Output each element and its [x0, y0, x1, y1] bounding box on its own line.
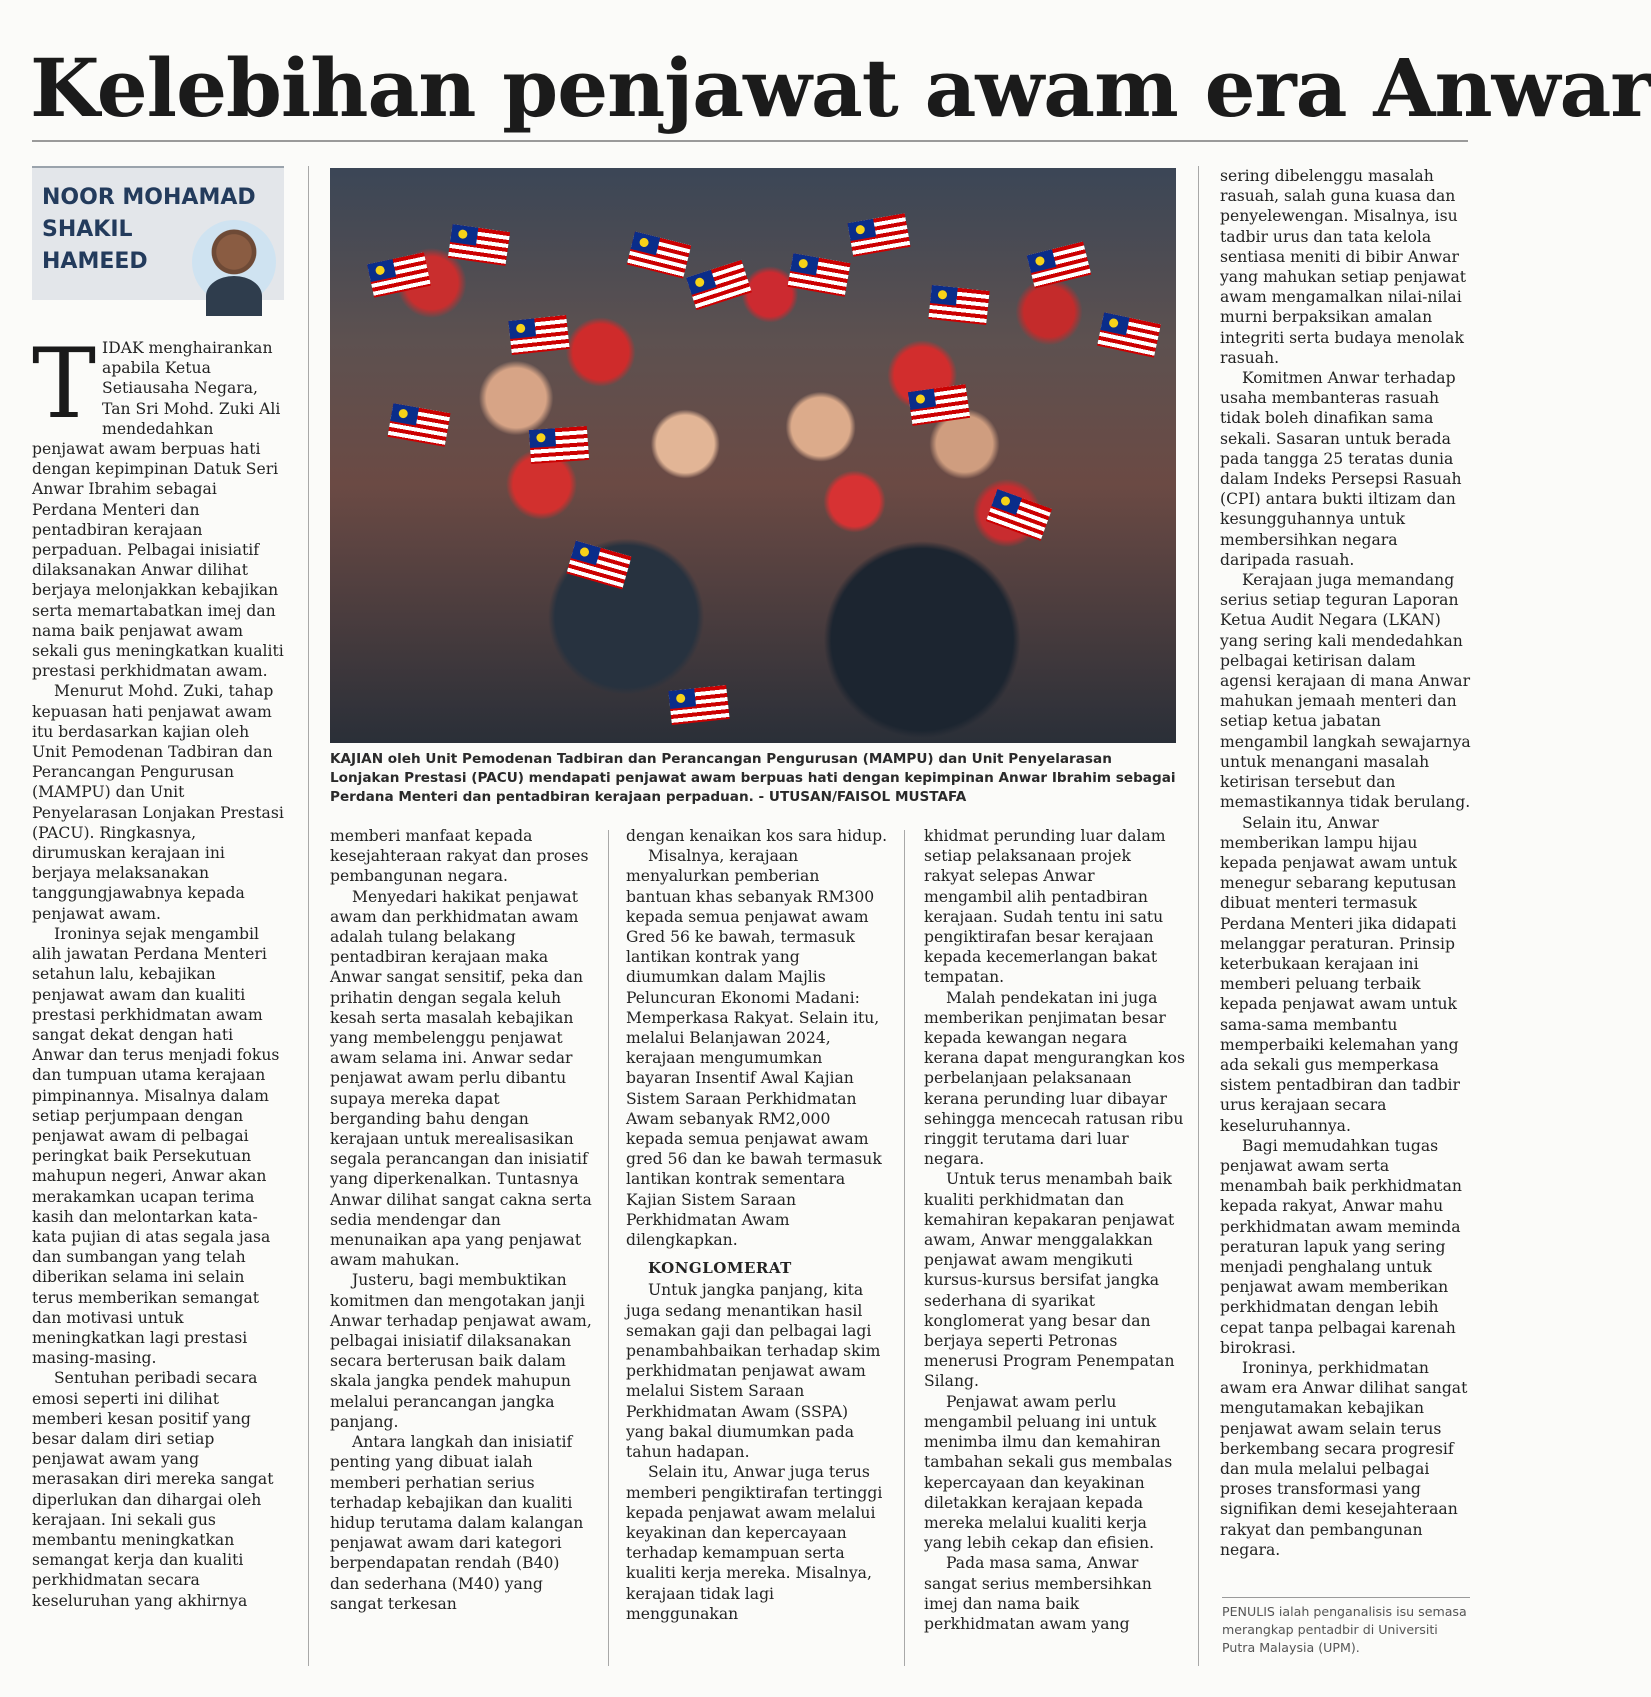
flag-icon — [566, 541, 631, 590]
paragraph: Malah pendekatan ini juga memberikan penjimatan besar kepada kewangan negara kerana dapat mengurangkan kos perbelanjaan pelaksanaan kerana perunding luar dibayar sehingga mencecah ratusan ribu ringgit terutama dari luar negara. — [924, 988, 1185, 1169]
paragraph: Justeru, bagi membuktikan komitmen dan mengotakan janji Anwar terhadap penjawat awam, pelbagai inisiatif dilaksanakan secara berterusan baik dalam skala jangka pendek mahupun melalui perancangan jangka panjang. — [330, 1271, 592, 1431]
paragraph: IDAK menghairankan apabila Ketua Setiausaha Negara, Tan Sri Mohd. Zuki Ali mendedahkan penjawat awam berpuas hati dengan kepimpinan Datuk Seri Anwar Ibrahim sebagai Perdana Menteri dan pentadbiran kerajaan perpaduan. Pelbagai inisiatif dilaksanakan Anwar dilihat berjaya melonjakkan kebajikan serta memartabatkan imej dan nama baik penjawat awam sekali gus meningkatkan kualiti prestasi perkhidmatan awam. — [32, 339, 284, 681]
drop-cap: T — [32, 328, 97, 440]
paragraph: Sentuhan peribadi secara emosi seperti ini dilihat memberi kesan positif yang besar dalam diri setiap penjawat awam yang merasakan diri mereka sangat diperlukan dan dihargai oleh kerajaan. Ini sekali gus membantu meningkatkan semangat kerja dan kualiti perkhidmatan secara keseluruhan yang akhirnya — [32, 1369, 274, 1610]
paragraph: Ironinya, perkhidmatan awam era Anwar dilihat sangat mengutamakan kebajikan penjawat awam selain terus berkembang secara progresif dan mula melalui pelbagai proses transformasi yang signifikan demi kesejahteraan rakyat dan pembangunan negara. — [1220, 1358, 1468, 1559]
paragraph: Untuk terus menambah baik kualiti perkhidmatan dan kemahiran kepakaran penjawat awam, Anwar menggalakkan penjawat awam mengikuti kursus-kursus bersifat jangka sederhana di syarikat konglomerat yang besar dan berjaya seperti Petronas menerusi Program Penempatan Silang. — [924, 1170, 1175, 1391]
author-avatar — [192, 220, 276, 304]
flag-icon — [627, 231, 692, 278]
article-column-2 — [330, 826, 592, 1668]
paragraph: memberi manfaat kepada kesejahteraan rakyat dan proses pembangunan negara. — [330, 827, 589, 886]
headline-rule — [32, 140, 1468, 142]
paragraph: Bagi memudahkan tugas penjawat awam serta menambah baik perkhidmatan kepada rakyat, Anwar mahu perkhidmatan awam meminda peraturan lapuk yang sering menjadi penghalang untuk penjawat awam memberikan perkhidmatan dengan lebih cepat tanpa pelbagai karenah birokrasi. — [1220, 1136, 1462, 1357]
paragraph: Pada masa sama, Anwar sangat serius membersihkan imej dan nama baik perkhidmatan awam yang — [924, 1554, 1152, 1633]
paragraph: Antara langkah dan inisiatif penting yang dibuat ialah memberi perhatian serius terhadap kebajikan dan kualiti hidup terutama dalam kalangan penjawat awam dari kategori berpendapatan rendah (B40) dan sederhana (M40) yang sangat terkesan — [330, 1433, 584, 1613]
footnote-rule — [1222, 1597, 1470, 1598]
photo-caption: KAJIAN oleh Unit Pemodenan Tadbiran dan Perancangan Pengurusan (MAMPU) dan Unit Penyelarasan Lonjakan Prestasi (PACU) mendapati penjawat awam berpuas hati dengan kepimpinan Anwar Ibrahim sebagai Perdana Menteri dan pentadbiran kerajaan perpaduan. - UTUSAN/FAISOL MUSTAFA — [330, 751, 1176, 805]
flag-icon — [908, 384, 970, 426]
paragraph: Penjawat awam perlu mengambil peluang ini untuk menimba ilmu dan kemahiran tambahan sekali gus membalas kepercayaan dan keyakinan diletakkan kerajaan kepada mereka melalui kualiti kerja yang lebih cekap dan efisien. — [924, 1392, 1173, 1553]
flag-icon — [928, 285, 989, 325]
paragraph: Menyedari hakikat penjawat awam dan perkhidmatan awam adalah tulang belakang pentadbiran kerajaan maka Anwar sangat sensitif, peka dan prihatin dengan segala keluh kesah serta masalah kebajikan yang membelenggu penjawat awam selama ini. Anwar sedar penjawat awam perlu dibantu supaya mereka dapat berganding bahu dengan kerajaan untuk merealisasikan segala perancangan dan inisiatif yang diperkenalkan. Tuntasnya Anwar dilihat sangat cakna serta sedia mendengar dan menunaikan apa yang penjawat awam mahukan. — [330, 887, 592, 1270]
paragraph: Komitmen Anwar terhadap usaha membanteras rasuah tidak boleh dinafikan sama sekali. Sasaran untuk berada pada tangga 25 teratas dunia dalam Indeks Persepsi Rasuah (CPI) antara bukti iltizam dan kesungguhannya untuk membersihkan negara daripada rasuah. — [1220, 369, 1462, 569]
column-divider — [308, 166, 309, 1666]
paragraph: Ironinya sejak mengambil alih jawatan Perdana Menteri setahun lalu, kebajikan penjawat awam dan kualiti prestasi perkhidmatan awam sangat dekat dengan hati Anwar dan terus menjadi fokus dan tumpuan utama kerajaan pimpinannya. Misalnya dalam setiap perjumpaan dengan penjawat awam di pelbagai peringkat baik Persekutuan mahupun negeri, Anwar akan merakamkan ucapan terima kasih dan melontarkan kata-kata pujian di atas segala jasa dan sumbangan yang telah diberikan selama ini selain terus memberikan semangat dan motivasi untuk meningkatkan lagi prestasi masing-masing. — [32, 924, 280, 1368]
news-photo — [330, 168, 1176, 743]
paragraph: Selain itu, Anwar memberikan lampu hijau kepada penjawat awam untuk menegur sebarang keputusan dibuat menteri termasuk Perdana Menteri jika didapati melanggar peraturan. Prinsip keterbukaan kerajaan ini memberi peluang terbaik kepada penjawat awam untuk sama-sama membantu memperbaiki kelemahan yang ada sekali gus memperkasa sistem pentadbiran dan tadbir urus kerajaan secara keseluruhannya. — [1220, 813, 1460, 1135]
headline: Kelebihan penjawat awam era Anwar — [30, 41, 1651, 135]
paragraph: Selain itu, Anwar juga terus memberi pengiktirafan tertinggi kepada penjawat awam melalui keyakinan dan kepercayaan terhadap kemampuan serta kualiti kerja mereka. Misalnya, kerajaan tidak lagi menggunakan — [626, 1463, 883, 1623]
flag-icon — [448, 224, 510, 266]
flag-icon — [668, 685, 729, 725]
flag-icon — [508, 315, 569, 355]
paragraph: Untuk jangka panjang, kita juga sedang menantikan hasil semakan gaji dan pelbagai lagi penambahbaikan terhadap skim perkhidmatan penjawat awam melalui Sistem Saraan Perkhidmatan Awam (SSPA) yang bakal diumumkan pada tahun hadapan. — [626, 1281, 881, 1462]
paragraph: Kerajaan juga memandang serius setiap teguran Laporan Ketua Audit Negara (LKAN) yang sering kali mendedahkan pelbagai ketirisan dalam agensi kerajaan di mana Anwar mahukan jemaah menteri dan setiap ketua jabatan mengambil langkah sewajarnya untuk menangani masalah ketirisan tersebut dan memastikannya tidak berulang. — [1220, 571, 1471, 812]
paragraph: khidmat perunding luar dalam setiap pelaksanaan projek rakyat selepas Anwar mengambil alih pentadbiran kerajaan. Sudah tentu ini satu pengiktirafan besar kerajaan kepada kecemerlangan bakat tempatan. — [924, 827, 1166, 987]
paragraph: Misalnya, kerajaan menyalurkan pemberian bantuan khas sebanyak RM300 kepada semua penjawat awam Gred 56 ke bawah, termasuk lantikan kontrak yang diumumkan dalam Majlis Peluncuran Ekonomi Madani: Memperkasa Rakyat. Selain itu, melalui Belanjawan 2024, kerajaan mengumumkan bayaran Insentif Awal Kajian Sistem Saraan Perkhidmatan Awam sebanyak RM2,000 kepada semua penjawat awam gred 56 dan ke bawah termasuk lantikan kontrak sementara Kajian Sistem Saraan Perkhidmatan Awam dilengkapkan. — [626, 847, 882, 1250]
flag-icon — [787, 253, 850, 297]
flag-icon — [387, 403, 450, 447]
author-name: NOOR MOHAMAD SHAKIL HAMEED — [42, 185, 256, 274]
flag-icon — [1027, 241, 1092, 288]
paragraph: sering dibelenggu masalah rasuah, salah guna kuasa dan penyelewengan. Misalnya, isu tadbir urus dan tata kelola sentiasa meniti di bibir Anwar yang mahukan setiap penjawat awam mengamalkan nilai-nilai murni berpaksikan amalan integriti serta budaya menolak rasuah. — [1220, 167, 1467, 367]
author-footnote: PENULIS ialah penganalisis isu semasa merangkap pentadbir di Universiti Putra Malaysia (UPM). — [1222, 1604, 1467, 1655]
paragraph: dengan kenaikan kos sara hidup. — [626, 827, 888, 845]
flag-icon — [986, 489, 1052, 541]
column-divider — [1198, 166, 1199, 1666]
flag-icon — [686, 260, 752, 310]
flag-icon — [367, 252, 431, 297]
paragraph: Menurut Mohd. Zuki, tahap kepuasan hati penjawat awam itu berdasarkan kajian oleh Unit Pemodenan Tadbiran dan Perancangan Pengurusan (MAMPU) dan Unit Penyelarasan Lonjakan Prestasi (PACU). Ringkasnya, dirumuskan kerajaan ini berjaya melaksanakan tanggungjawabnya kepada penjawat awam. — [32, 682, 284, 923]
byline-box — [32, 166, 284, 300]
column-divider — [608, 830, 609, 1666]
article-column-5 — [1220, 166, 1472, 1592]
column-divider — [904, 830, 905, 1666]
flag-icon — [1097, 312, 1161, 357]
section-subhead: KONGLOMERAT — [648, 1259, 792, 1278]
flag-icon — [529, 426, 589, 464]
article-column-1 — [32, 328, 284, 1668]
article-column-3 — [626, 826, 888, 1668]
article-column-4 — [924, 826, 1186, 1668]
flag-icon — [847, 213, 910, 257]
